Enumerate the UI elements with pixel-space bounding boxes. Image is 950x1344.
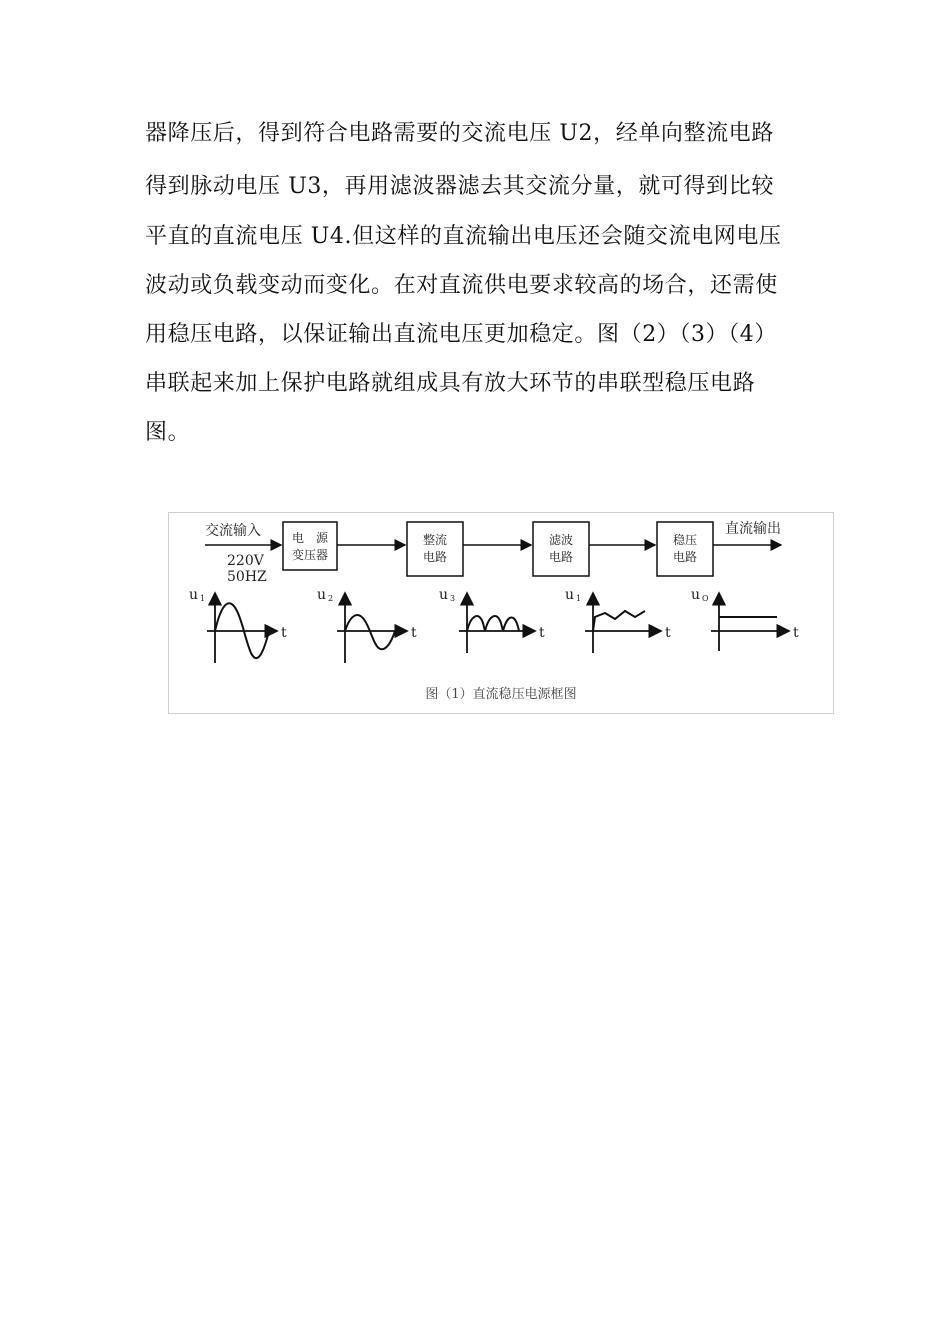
block-label-line1: 电 源 [291,531,329,545]
paragraph-line: 串联起来加上保护电路就组成具有放大环节的串联型稳压电路 [145,371,756,396]
paragraph-line: 波动或负载变动而变化。在对直流供电要求较高的场合，还需使 [145,273,778,298]
time-axis-label: t [411,625,417,641]
paragraph-line: 得到脉动电压 U3，再用滤波器滤去其交流分量，就可得到比较 [145,174,774,199]
block-transformer [283,522,337,570]
block-label-line2: 电路 [672,550,698,564]
paragraph-line: 用稳压电路，以保证输出直流电压更加稳定。图（2）（3）（4） [145,322,777,347]
block-label-line1: 稳压 [672,533,698,547]
waveform-label: u [565,587,575,603]
time-axis-label: t [793,625,799,641]
time-axis-label: t [539,625,545,641]
paragraph-line: 图。 [145,420,191,445]
waveform-label: u [317,587,327,603]
figure-caption: 图（1）直流稳压电源框图 [425,687,577,702]
block-label-line2: 电路 [422,550,448,564]
waveform-label: u [189,587,199,603]
waveform-u3-rectified [439,587,545,653]
output-label: 直流输出 [725,521,781,537]
waveform-label-subscript: 2 [328,594,334,603]
paragraph-line: 平直的直流电压 U4.但这样的直流输出电压还会随交流电网电压 [145,224,782,249]
time-axis-label: t [665,625,671,641]
waveform-label: u [691,587,701,603]
waveform-u1-input [189,587,287,663]
waveform-label-subscript: 1 [200,594,206,603]
block-regulator [657,522,713,576]
block-label-line2: 变压器 [291,548,329,562]
block-label-line1: 滤波 [548,533,574,547]
waveform-uo-dc [691,587,799,651]
input-spec-voltage: 220V [227,553,264,569]
waveform-label: u [439,587,449,603]
input-label: 交流输入 [205,523,261,539]
waveform-u4-ripple [565,587,671,653]
waveform-label-subscript: O [702,594,709,603]
waveform-u2-transformer [317,587,417,663]
block-diagram-figure [168,512,834,714]
block-label-line2: 电路 [548,550,574,564]
input-spec-frequency: 50HZ [227,569,267,585]
block-filter [533,522,589,576]
waveform-label-subscript: 3 [450,594,456,603]
block-rectifier [407,522,463,576]
paragraph-line: 器降压后，得到符合电路需要的交流电压 U2，经单向整流电路 [145,121,774,146]
time-axis-label: t [281,625,287,641]
waveform-label-subscript: 1 [576,594,582,603]
block-label-line1: 整流 [422,533,448,547]
